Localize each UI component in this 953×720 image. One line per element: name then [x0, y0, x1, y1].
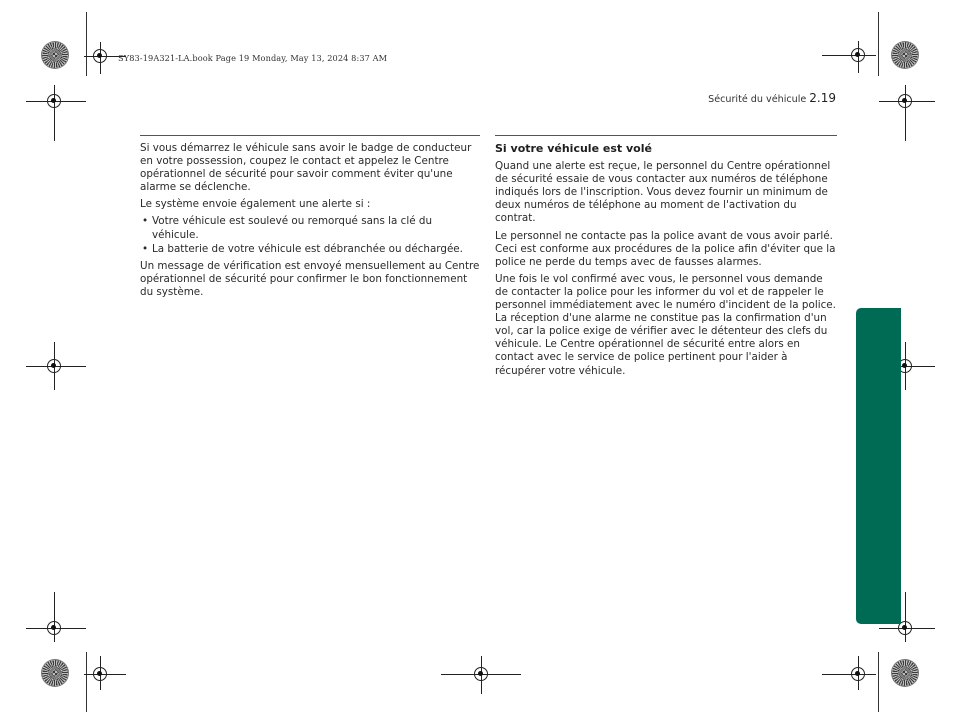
trim-line-bottom-right-v: [878, 652, 879, 712]
running-head-section: Sécurité du véhicule: [708, 94, 807, 105]
registration-mark-top-left: [42, 42, 68, 68]
list-item: • Votre véhicule est soulevé ou remorqué sans la clé du véhicule.: [140, 215, 480, 241]
trim-line-top-left-v: [86, 12, 87, 76]
left-paragraph-1: Si vous démarrez le véhicule sans avoir le badge de conducteur en votre possession, coupez le contact et appelez le Centre opérationnel de sécurité pour savoir comment éviter qu'une alarme se déclenche.: [140, 142, 472, 194]
section-heading: Si votre véhicule est volé: [495, 142, 652, 155]
right-column: [495, 135, 837, 382]
registration-mark-bottom-left: [42, 660, 68, 686]
left-paragraph-closing: Un message de vérification est envoyé mensuellement au Centre opérationnel de sécurité pour confirmer le bon fonctionnement du système.: [140, 259, 480, 298]
list-item: • La batterie de votre véhicule est débranchée ou déchargée.: [140, 243, 480, 256]
left-column: [140, 135, 480, 303]
registration-mark-bottom-right: [892, 660, 918, 686]
chapter-thumb-tab: [856, 308, 901, 624]
left-paragraph-2: Le système envoie également une alerte si :: [140, 198, 371, 211]
trim-line-top-right-v: [878, 12, 879, 76]
registration-mark-top-right: [892, 42, 918, 68]
right-paragraph-3: Une fois le vol confirmé avec vous, le personnel vous demande de contacter la police pour les informer du vol et de rappeler le personnel immédiatement avec le numéro d'incident de la police. La réception d'une alarme ne constitue pas la confirmation d'un vol, car la police exige de vérifier avec le détenteur des clefs du véhicule. Le Centre opérationnel de sécurité entre alors en contact avec le service de police pertinent pour l'aider à récupérer votre véhicule.: [495, 272, 836, 377]
column-rule-right: [495, 135, 837, 136]
alert-conditions-list: [140, 215, 480, 255]
right-paragraph-2: Le personnel ne contacte pas la police avant de vous avoir parlé. Ceci est conforme aux procédures de la police afin d'éviter que la police ne perde du temps avec de fausses alarmes.: [495, 229, 836, 268]
running-head: [708, 91, 836, 105]
right-paragraph-1: Quand une alerte est reçue, le personnel du Centre opérationnel de sécurité essaie de vous contacter aux numéros de téléphone indiqués lors de l'inscription. Vous devez fournir un minimum de deux numéros de téléphone au moment de l'activation du contrat.: [495, 160, 831, 225]
page-number: 2.19: [809, 91, 836, 105]
print-slug-header: SY83-19A321-LA.book Page 19 Monday, May 13, 2024 8:37 AM: [118, 53, 388, 63]
column-rule-left: [140, 135, 480, 136]
trim-line-bottom-left-v: [86, 652, 87, 712]
